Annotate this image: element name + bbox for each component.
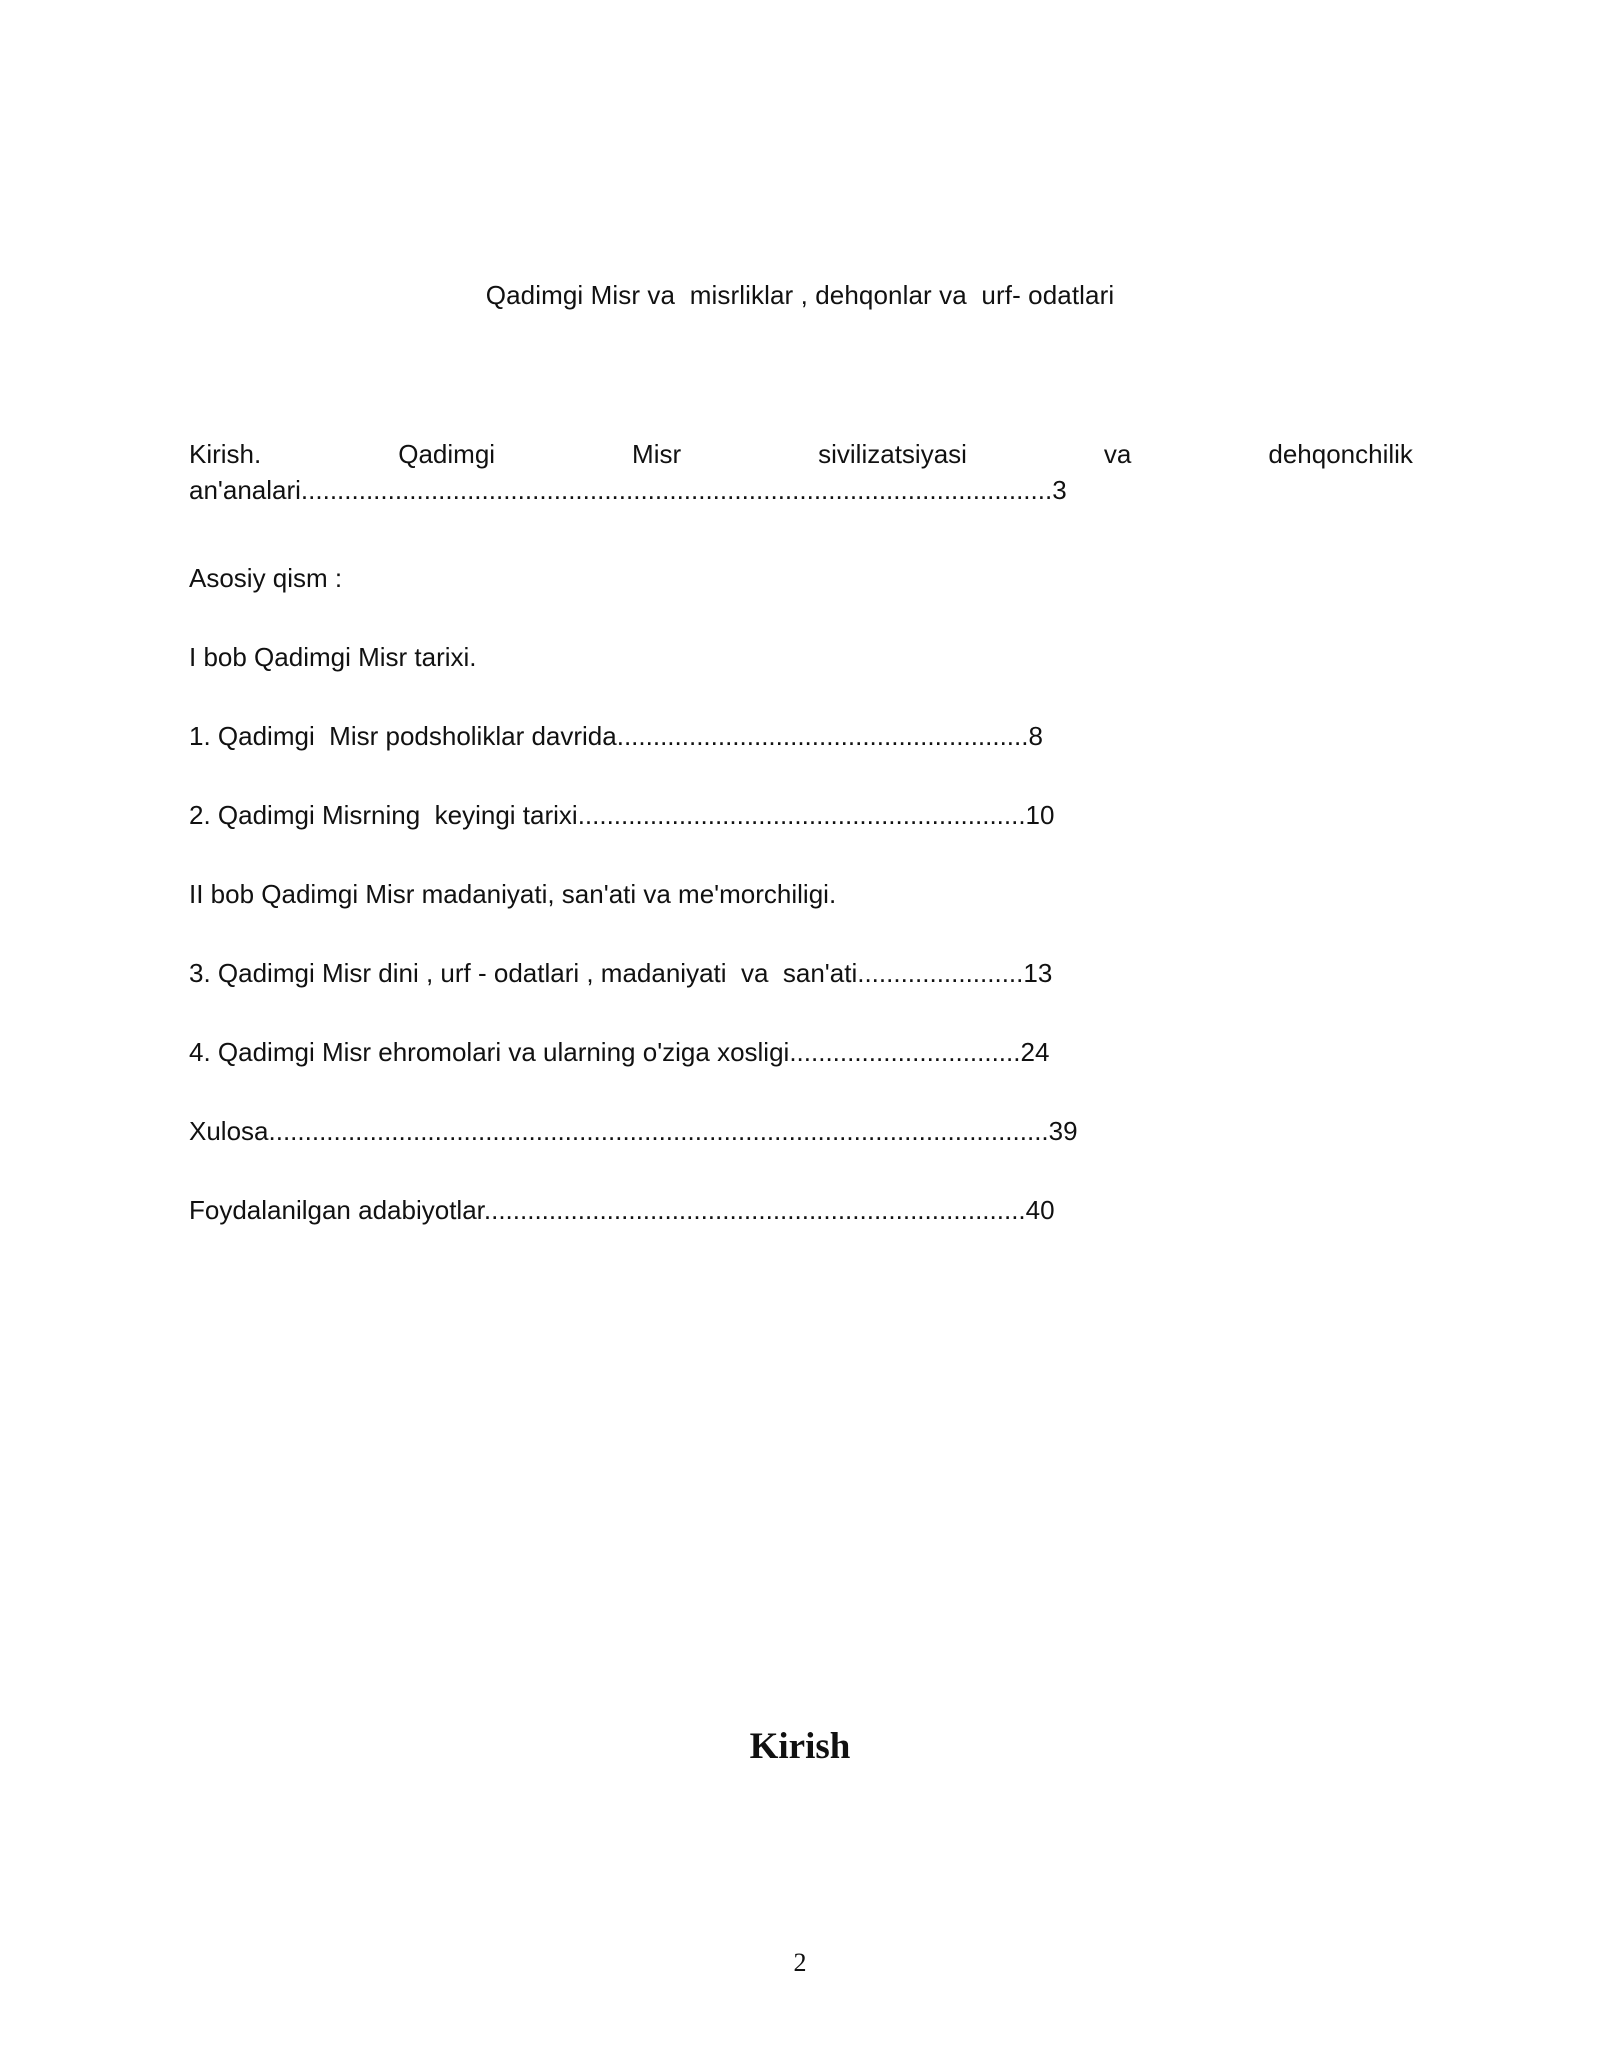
toc-item-3: 3. Qadimgi Misr dini , urf - odatlari , madaniyati va san'ati.......................13: [189, 958, 1053, 988]
toc-item-1: 1. Qadimgi Misr podsholiklar davrida.........................................................8: [189, 721, 1043, 751]
toc-intro-word: Kirish.: [189, 439, 262, 469]
section-heading: Kirish: [749, 1726, 851, 1767]
toc-item-2: 2. Qadimgi Misrning keyingi tarixi..............................................................10: [189, 800, 1055, 830]
toc-intro-word: sivilizatsiyasi: [818, 439, 967, 469]
toc-main-part-label: Asosiy qism :: [189, 563, 343, 593]
table-of-contents: [189, 436, 1413, 1228]
toc-intro-continuation: an'analari........................................................................................................3: [189, 475, 1067, 505]
page-number: 2: [793, 1948, 807, 1977]
toc-conclusion: Xulosa............................................................................................................39: [189, 1116, 1078, 1146]
toc-intro-word: va: [1103, 439, 1132, 469]
document-title: Qadimgi Misr va misrliklar , dehqonlar va urf- odatlari: [485, 280, 1115, 310]
toc-intro-line: [189, 436, 1413, 472]
toc-intro-word: Misr: [632, 439, 682, 469]
toc-chapter-1-title: I bob Qadimgi Misr tarixi.: [189, 642, 477, 672]
toc-item-4: 4. Qadimgi Misr ehromolari va ularning o'ziga xosligi................................24: [189, 1037, 1050, 1067]
toc-chapter-2-title: II bob Qadimgi Misr madaniyati, san'ati va me'morchiligi.: [189, 879, 837, 909]
toc-intro-word: dehqonchilik: [1268, 439, 1413, 469]
toc-intro-word: Qadimgi: [398, 439, 496, 469]
toc-references: Foydalanilgan adabiyotlar...........................................................................40: [189, 1195, 1055, 1225]
